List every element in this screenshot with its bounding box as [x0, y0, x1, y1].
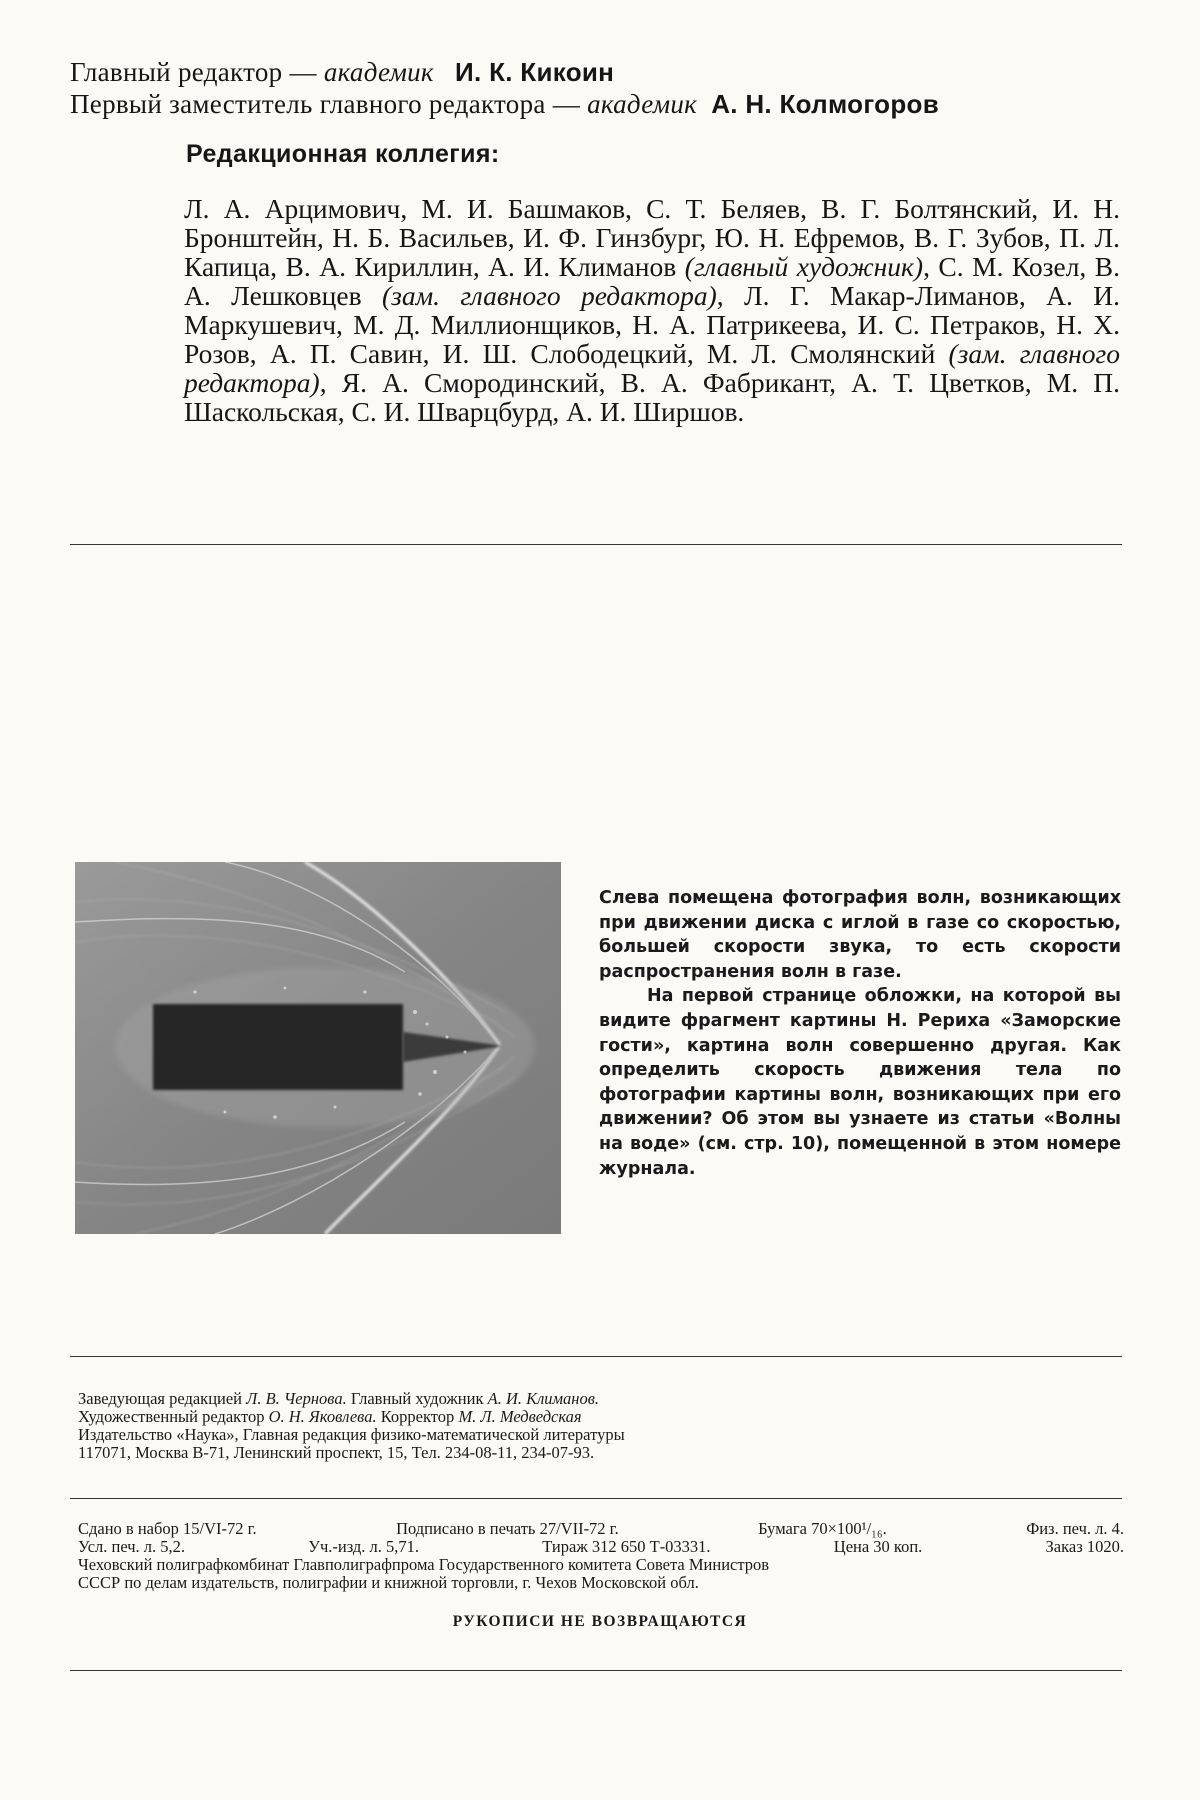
imprint-line: Издательство «Наука», Главная редакция физико-математической литературы: [78, 1425, 625, 1444]
caption-paragraph: Слева помещена фотография волн, возникающих при движении диска с иглой в газе со скоростью, большей скорости звука, то есть скорости распространения волн в газе.: [599, 888, 1121, 982]
imprint-text: Корректор: [376, 1407, 459, 1426]
imprint-line: [78, 1390, 1124, 1408]
imprint-name: О. Н. Яковлева.: [268, 1407, 377, 1426]
staff-imprint: [78, 1390, 1124, 1462]
first-deputy-line: [70, 88, 939, 120]
imprint-name: М. Л. Медведская: [458, 1407, 582, 1426]
imprint-line: [78, 1408, 1124, 1426]
print-info-cell: Бумага 70×100¹/₁₆.: [758, 1519, 887, 1538]
board-members-part: , Я. А. Смородинский, В. А. Фабрикант, А. Т. Цветков, М. П. Шаскольская, С. И. Шварцбурд, А. И. Ширшов.: [184, 367, 1120, 427]
shock-wave-photo: [75, 862, 561, 1234]
editorial-board-title: Редакционная коллегия:: [186, 140, 500, 168]
board-role-note: (зам. главного редактора): [381, 280, 717, 311]
caption-paragraph: На первой странице обложки, на которой вы видите фрагмент картины Н. Рериха «Заморские гости», картина волн совершенно другая. Как определить скорость движения тела по фотографии картины волн, возникающих при его движении? Об этом вы узнаете из статьи «Волны на воде» (см. стр. 10), помещенной в этом номере журнала.: [599, 986, 1121, 1179]
imprint-name: А. И. Климанов.: [487, 1389, 600, 1408]
first-deputy-rank: академик: [587, 89, 698, 119]
first-deputy-name: А. Н. Колмогоров: [711, 89, 939, 119]
chief-editor-line: [70, 56, 614, 88]
imprint-text: Заведующая редакцией: [78, 1389, 247, 1408]
board-role-note: (зам. главного редактора): [184, 338, 1120, 398]
print-info-cell: Подписано в печать 27/VII-72 г.: [396, 1519, 619, 1538]
board-role-note: (главный художник): [684, 251, 924, 282]
print-info-row: Чеховский полиграфкомбинат Главполиграфпрома Государственного комитета Совета Министров: [78, 1555, 770, 1574]
chief-editor-name: И. К. Кикоин: [455, 57, 615, 87]
chief-editor-label: Главный редактор —: [70, 57, 317, 87]
print-info-cell: Заказ 1020.: [1045, 1537, 1124, 1556]
imprint-line: 117071, Москва В-71, Ленинский проспект, 15, Тел. 234-08-11, 234-07-93.: [78, 1443, 595, 1462]
board-members-part: , С. М. Козел, В. А. Лешковцев: [184, 251, 1121, 311]
board-members-part: Л. А. Арцимович, М. И. Башмаков, С. Т. Беляев, В. Г. Болтянский, И. Н. Бронштейн, Н. Б. Васильев, И. Ф. Гинзбург, Ю. Н. Ефремов, В. Г. Зубов, П. Л. Капица, В. А. Кириллин, А. И. Климанов: [184, 193, 1120, 282]
print-info-row: [78, 1520, 1124, 1538]
print-info-cell: Физ. печ. л. 4.: [1026, 1519, 1124, 1538]
print-info: [78, 1520, 1124, 1592]
print-info-cell: Сдано в набор 15/VI-72 г.: [78, 1519, 257, 1538]
board-members-part: , Л. Г. Макар-Лиманов, А. И. Маркушевич, М. Д. Миллионщиков, Н. А. Патрикеева, И. С. Петраков, Н. Х. Розов, А. П. Савин, И. Ш. Слободецкий, М. Л. Смолянский: [184, 280, 1121, 369]
photo-caption: [599, 886, 1121, 1181]
print-info-cell: Усл. печ. л. 5,2.: [78, 1537, 186, 1556]
divider: [70, 544, 1122, 545]
imprint-text: Художественный редактор: [78, 1407, 269, 1426]
print-info-cell: Уч.-изд. л. 5,71.: [308, 1537, 420, 1556]
divider: [70, 1670, 1122, 1671]
imprint-text: Главный художник: [346, 1389, 488, 1408]
divider: [70, 1356, 1122, 1357]
divider: [70, 1498, 1122, 1499]
print-info-row: [78, 1538, 1124, 1556]
first-deputy-label: Первый заместитель главного редактора —: [70, 89, 581, 119]
chief-editor-rank: академик: [323, 57, 434, 87]
print-info-cell: Цена 30 коп.: [833, 1537, 923, 1556]
editorial-board-members: [184, 194, 1120, 426]
manuscripts-notice: РУКОПИСИ НЕ ВОЗВРАЩАЮТСЯ: [452, 1613, 748, 1630]
imprint-name: Л. В. Чернова.: [246, 1389, 347, 1408]
print-info-row: СССР по делам издательств, полиграфии и книжной торговли, г. Чехов Московской обл.: [78, 1573, 699, 1592]
print-info-cell: Тираж 312 650 Т-03331.: [542, 1537, 711, 1556]
